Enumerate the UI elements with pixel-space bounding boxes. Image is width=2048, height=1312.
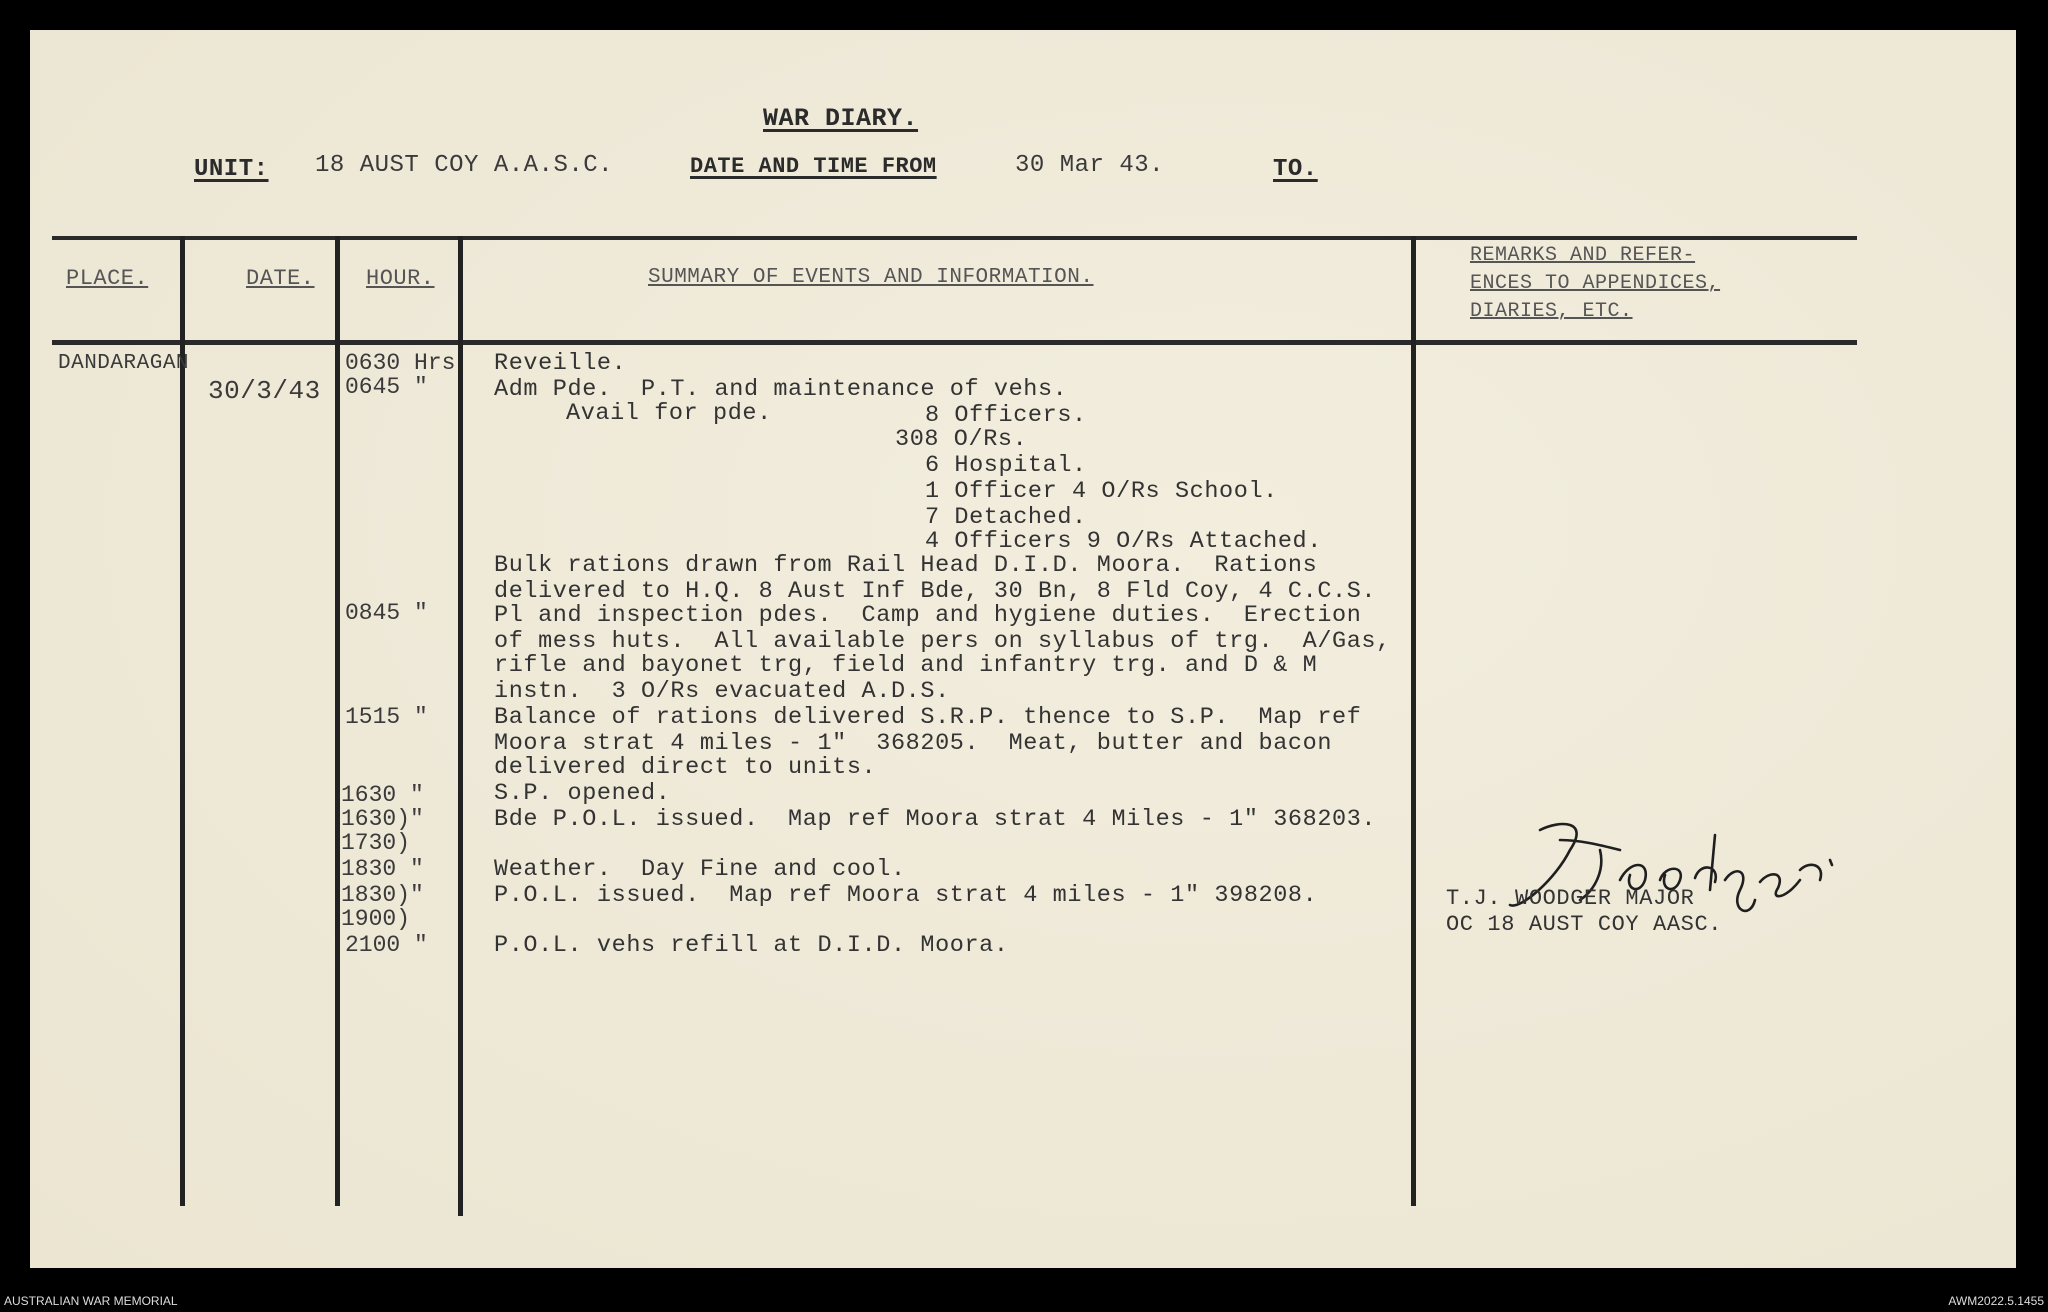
signatory-title: OC 18 AUST COY AASC. xyxy=(1446,912,1723,937)
col-divider-4 xyxy=(1411,236,1416,1206)
col-divider-2 xyxy=(335,236,340,1206)
footer-id: AWM2022.5.1455 xyxy=(1948,1294,2044,1308)
unit-label: UNIT: xyxy=(194,156,269,183)
summary-line: of mess huts. All available pers on syllabus of trg. A/Gas, xyxy=(494,628,1391,655)
to-label: TO. xyxy=(1273,156,1318,183)
entry-date: 30/3/43 xyxy=(208,376,321,406)
header-bottom-rule xyxy=(52,340,1857,345)
col-header-remarks-1: REMARKS AND REFER- xyxy=(1470,244,1696,267)
summary-line: 1 Officer 4 O/Rs School. xyxy=(925,478,1278,505)
signatory-name: T.J. WOODGER MAJOR xyxy=(1446,886,1695,911)
summary-line: P.O.L. issued. Map ref Moora strat 4 miles - 1" 398208. xyxy=(494,882,1318,909)
summary-line: rifle and bayonet trg, field and infantry trg. and D & M xyxy=(494,652,1318,679)
col-divider-3 xyxy=(458,236,463,1216)
col-divider-1 xyxy=(180,236,185,1206)
hour-entry: 1830)" xyxy=(341,882,424,908)
hour-entry: 1630)" xyxy=(341,806,424,832)
summary-line: delivered to H.Q. 8 Aust Inf Bde, 30 Bn, 8 Fld Coy, 4 C.C.S. xyxy=(494,578,1377,605)
summary-line: P.O.L. vehs refill at D.I.D. Moora. xyxy=(494,932,1009,959)
hour-entry: 1630 " xyxy=(341,782,424,808)
diary-page xyxy=(30,30,2016,1268)
summary-line: 7 Detached. xyxy=(925,504,1087,531)
col-header-summary: SUMMARY OF EVENTS AND INFORMATION. xyxy=(648,266,1094,289)
summary-line: Bde P.O.L. issued. Map ref Moora strat 4 Miles - 1" 368203. xyxy=(494,806,1377,833)
summary-line: S.P. opened. xyxy=(494,780,671,807)
hour-entry: 1515 " xyxy=(345,704,428,730)
summary-line: Balance of rations delivered S.R.P. thence to S.P. Map ref xyxy=(494,704,1362,731)
summary-line: 8 Officers. xyxy=(925,402,1087,429)
col-header-remarks-2: ENCES TO APPENDICES, xyxy=(1470,272,1721,295)
summary-line: 6 Hospital. xyxy=(925,452,1087,479)
summary-line: Weather. Day Fine and cool. xyxy=(494,856,906,883)
summary-line: Pl and inspection pdes. Camp and hygiene duties. Erection xyxy=(494,602,1362,629)
summary-line: Avail for pde. xyxy=(566,400,772,427)
hour-entry: 0630 Hrs xyxy=(345,350,456,376)
summary-line: instn. 3 O/Rs evacuated A.D.S. xyxy=(494,678,950,705)
top-rule xyxy=(52,236,1857,240)
summary-line: Adm Pde. P.T. and maintenance of vehs. xyxy=(494,376,1068,403)
summary-line: delivered direct to units. xyxy=(494,754,877,781)
col-header-hour: HOUR. xyxy=(366,266,435,291)
summary-line: 4 Officers 9 O/Rs Attached. xyxy=(925,528,1322,555)
col-header-place: PLACE. xyxy=(66,266,149,291)
col-header-remarks-3: DIARIES, ETC. xyxy=(1470,300,1633,323)
hour-entry: 0645 " xyxy=(345,374,428,400)
date-label: DATE AND TIME FROM xyxy=(690,154,937,179)
date-value: 30 Mar 43. xyxy=(1015,152,1165,179)
summary-line: Reveille. xyxy=(494,350,627,377)
summary-line: Bulk rations drawn from Rail Head D.I.D. Moora. Rations xyxy=(494,552,1318,579)
entry-place: DANDARAGAN xyxy=(58,352,190,375)
unit-value: 18 AUST COY A.A.S.C. xyxy=(315,152,614,179)
col-header-date: DATE. xyxy=(246,266,315,291)
hour-entry: 1730) xyxy=(341,830,411,856)
page-title: WAR DIARY. xyxy=(763,104,919,133)
hour-entry: 1830 " xyxy=(341,856,424,882)
summary-line: Moora strat 4 miles - 1" 368205. Meat, butter and bacon xyxy=(494,730,1333,757)
hour-entry: 0845 " xyxy=(345,600,428,626)
footer-credit: AUSTRALIAN WAR MEMORIAL xyxy=(4,1294,178,1308)
hour-entry: 1900) xyxy=(341,906,411,932)
hour-entry: 2100 " xyxy=(345,932,428,958)
summary-line: 308 O/Rs. xyxy=(895,426,1028,453)
